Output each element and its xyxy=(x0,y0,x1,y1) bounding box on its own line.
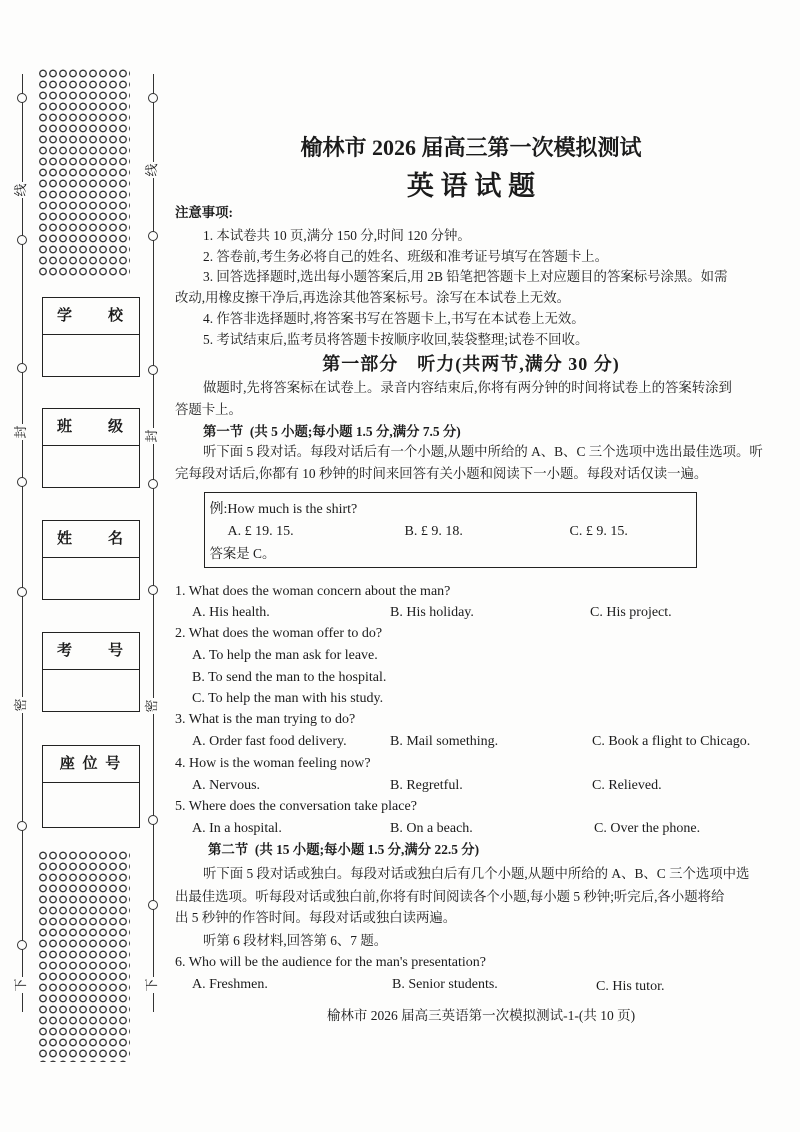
question-3-option-b: B. Mail something. xyxy=(390,734,499,749)
dot-grid-bottom xyxy=(38,850,130,1062)
section2-instruction: 出最佳选项。听每段对话或独白前,你将有时间阅读各个小题,每小题 5 秒钟;听完后,各小题将给 xyxy=(175,889,725,904)
binding-circle-icon xyxy=(148,231,158,241)
binding-line-left xyxy=(22,74,23,1012)
question-stem: 4. How is the woman feeling now? xyxy=(175,756,371,771)
exam-number-field-blank xyxy=(43,670,139,711)
binding-mark-mi-left: 密 xyxy=(14,698,29,712)
part1-instruction: 答题卡上。 xyxy=(175,402,242,417)
binding-mark-mi-right: 密 xyxy=(145,699,160,713)
question-stem: 2. What does the woman offer to do? xyxy=(175,626,383,641)
class-field-label: 班 级 xyxy=(43,409,139,446)
question-1-option-b: B. His holiday. xyxy=(390,605,474,620)
question-6-option-c: C. His tutor. xyxy=(596,979,665,994)
binding-mark-xia-left: 下 xyxy=(14,978,29,992)
class-field-blank xyxy=(43,446,139,487)
section1-instruction: 完每段对话后,你都有 10 秒钟的时间来回答有关小题和阅读下一小题。每段对话仅读一遍。 xyxy=(175,466,708,481)
binding-circle-icon xyxy=(17,940,27,950)
notice-line: 3. 回答选择题时,选出每小题答案后,用 2B 铅笔把答题卡上对应题目的答案标号涂黑。如需 xyxy=(203,269,728,284)
example-option-c: C. £ 9. 15. xyxy=(569,523,628,539)
notice-line: 4. 作答非选择题时,将答案书写在答题卡上,书写在本试卷上无效。 xyxy=(203,311,585,326)
binding-circle-icon xyxy=(17,93,27,103)
question-2-option-b: B. To send the man to the hospital. xyxy=(192,670,387,685)
question-5-option-b: B. On a beach. xyxy=(390,821,473,836)
school-field-box xyxy=(42,297,140,377)
binding-circle-icon xyxy=(148,479,158,489)
binding-mark-xia-right: 下 xyxy=(145,978,160,992)
binding-circle-icon xyxy=(148,93,158,103)
dot-grid-top xyxy=(38,68,130,278)
name-field-label: 姓 名 xyxy=(43,521,139,558)
page-footer: 榆林市 2026 届高三英语第一次模拟测试-1-(共 10 页) xyxy=(326,1008,636,1023)
question-2-option-a: A. To help the man ask for leave. xyxy=(192,648,378,663)
question-1-option-a: A. His health. xyxy=(192,605,270,620)
exam-subject: 英 语 试 题 xyxy=(406,171,536,201)
binding-circle-icon xyxy=(148,815,158,825)
class-field-box xyxy=(42,408,140,488)
question-3-option-a: A. Order fast food delivery. xyxy=(192,734,347,749)
example-answer: 答案是 C。 xyxy=(209,545,276,561)
binding-circle-icon xyxy=(17,587,27,597)
example-option-a: A. £ 19. 15. xyxy=(227,523,294,539)
exam-number-field-label: 考 号 xyxy=(43,633,139,670)
name-field-blank xyxy=(43,558,139,599)
binding-mark-feng-left: 封 xyxy=(14,425,29,439)
exam-number-field-box xyxy=(42,632,140,712)
exam-title: 榆林市 2026 届高三第一次模拟测试 xyxy=(300,135,642,160)
example-option-b: B. £ 9. 18. xyxy=(404,523,463,539)
question-1-option-c: C. His project. xyxy=(590,605,672,620)
question-3-option-c: C. Book a flight to Chicago. xyxy=(592,734,751,749)
section2-instruction: 出 5 秒钟的作答时间。每段对话或独白读两遍。 xyxy=(175,910,457,925)
section2-instruction: 听下面 5 段对话或独白。每段对话或独白后有几个小题,从题中所给的 A、B、C 三个选项中选 xyxy=(203,866,750,881)
school-field-label: 学 校 xyxy=(43,298,139,335)
notice-line: 2. 答卷前,考生务必将自己的姓名、班级和准考证号填写在答题卡上。 xyxy=(203,249,609,264)
binding-circle-icon xyxy=(148,585,158,595)
seat-number-field-blank xyxy=(43,783,139,827)
notice-line: 1. 本试卷共 10 页,满分 150 分,时间 120 分钟。 xyxy=(203,228,471,243)
question-2-option-c: C. To help the man with his study. xyxy=(192,691,384,706)
section2-title: 第二节 (共 15 小题;每小题 1.5 分,满分 22.5 分) xyxy=(208,842,480,857)
binding-circle-icon xyxy=(17,477,27,487)
section1-title: 第一节 (共 5 小题;每小题 1.5 分,满分 7.5 分) xyxy=(203,424,461,439)
notice-heading: 注意事项: xyxy=(175,205,234,220)
question-5-option-c: C. Over the phone. xyxy=(594,821,701,836)
binding-circle-icon xyxy=(17,821,27,831)
binding-mark-xian-right: 线 xyxy=(145,163,160,177)
seat-number-field-label: 座 位 号 xyxy=(43,746,139,783)
material-note: 听第 6 段材料,回答第 6、7 题。 xyxy=(203,933,388,948)
section1-instruction: 听下面 5 段对话。每段对话后有一个小题,从题中所给的 A、B、C 三个选项中选出最佳选项。听 xyxy=(203,444,763,459)
question-stem: 6. Who will be the audience for the man's presentation? xyxy=(175,955,486,970)
binding-circle-icon xyxy=(17,363,27,373)
name-field-box xyxy=(42,520,140,600)
question-4-option-b: B. Regretful. xyxy=(390,778,463,793)
part1-instruction: 做题时,先将答案标在试卷上。录音内容结束后,你将有两分钟的时间将试卷上的答案转涂到 xyxy=(203,380,732,395)
binding-circle-icon xyxy=(17,235,27,245)
question-stem: 5. Where does the conversation take place? xyxy=(175,799,417,814)
seat-number-field-box xyxy=(42,745,140,828)
binding-line-right xyxy=(153,74,154,1012)
example-question: 例:How much is the shirt? xyxy=(209,501,358,517)
question-stem: 3. What is the man trying to do? xyxy=(175,712,356,727)
question-5-option-a: A. In a hospital. xyxy=(192,821,282,836)
notice-line: 改动,用橡皮擦干净后,再选涂其他答案标号。涂写在本试卷上无效。 xyxy=(175,290,571,305)
question-4-option-a: A. Nervous. xyxy=(192,778,261,793)
binding-mark-xian-left: 线 xyxy=(14,183,29,197)
notice-line: 5. 考试结束后,监考员将答题卡按顺序收回,装袋整理;试卷不回收。 xyxy=(203,332,589,347)
binding-mark-feng-right: 封 xyxy=(145,429,160,443)
school-field-blank xyxy=(43,335,139,376)
question-6-option-a: A. Freshmen. xyxy=(192,977,268,992)
question-6-option-b: B. Senior students. xyxy=(392,977,498,992)
binding-circle-icon xyxy=(148,365,158,375)
question-4-option-c: C. Relieved. xyxy=(592,778,662,793)
example-box xyxy=(204,492,697,568)
part1-title: 第一部分 听力(共两节,满分 30 分) xyxy=(322,354,620,374)
binding-circle-icon xyxy=(148,900,158,910)
question-stem: 1. What does the woman concern about the man? xyxy=(175,584,451,599)
